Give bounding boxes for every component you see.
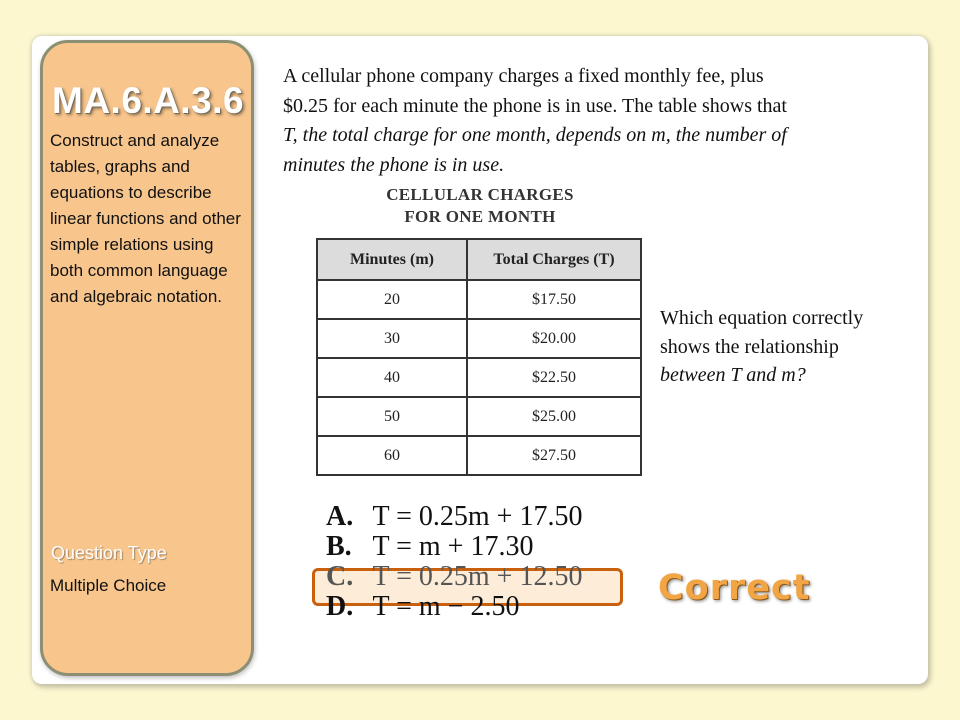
table-row xyxy=(317,436,641,475)
table-row xyxy=(317,397,641,436)
answer-choices xyxy=(326,502,582,622)
choice-b[interactable] xyxy=(326,532,582,562)
cell-minutes: 20 xyxy=(317,280,467,319)
question-line-4: minutes the phone is in use. xyxy=(283,153,505,176)
table-title-line-1: CELLULAR CHARGES xyxy=(386,185,574,204)
choice-c[interactable] xyxy=(326,562,582,592)
table-row xyxy=(317,319,641,358)
cell-minutes: 60 xyxy=(317,436,467,475)
prompt-line-2: shows the relationship xyxy=(660,335,839,358)
prompt-line-3: between T and m? xyxy=(660,364,806,386)
question-type-value: Multiple Choice xyxy=(50,576,167,595)
cell-charge: $20.00 xyxy=(467,319,641,358)
choice-equation: T = m − 2.50 xyxy=(372,591,520,622)
choice-letter: D. xyxy=(326,591,354,622)
table-title-line-2: FOR ONE MONTH xyxy=(404,207,556,226)
header-minutes: Minutes (m) xyxy=(317,239,467,280)
result-feedback: Correct xyxy=(658,568,811,608)
standard-description: Construct and analyze tables, graphs and equations to describe linear functions and other simple relations using both common language and algebraic notation. xyxy=(50,131,241,306)
cell-charge: $27.50 xyxy=(467,436,641,475)
standard-code: MA.6.A.3.6 xyxy=(52,80,245,121)
table-row xyxy=(317,358,641,397)
cell-charge: $25.00 xyxy=(467,397,641,436)
question-line-3: T, the total charge for one month, depends on m, the number of xyxy=(283,124,787,146)
prompt-line-1: Which equation correctly xyxy=(660,307,864,329)
choice-equation: T = 0.25m + 12.50 xyxy=(372,561,583,592)
cell-charge: $22.50 xyxy=(467,358,641,397)
table-title xyxy=(330,184,630,228)
choice-equation: T = 0.25m + 17.50 xyxy=(372,501,583,532)
cell-minutes: 40 xyxy=(317,358,467,397)
choice-letter: A. xyxy=(326,501,354,532)
choice-letter: B. xyxy=(326,531,352,562)
question-line-2: $0.25 for each minute the phone is in use. The table shows that xyxy=(283,94,787,117)
choice-equation: T = m + 17.30 xyxy=(372,531,534,562)
table-row xyxy=(317,280,641,319)
header-total-charges: Total Charges (T) xyxy=(467,239,641,280)
question-text xyxy=(283,62,903,180)
question-type-label: Question Type xyxy=(51,543,167,563)
table-header-row xyxy=(317,239,641,280)
choice-d[interactable] xyxy=(326,592,582,622)
choice-a[interactable] xyxy=(326,502,582,532)
cell-minutes: 50 xyxy=(317,397,467,436)
question-line-1: A cellular phone company charges a fixed monthly fee, plus xyxy=(283,65,764,87)
prompt-text xyxy=(660,304,920,390)
cell-charge: $17.50 xyxy=(467,280,641,319)
choice-letter: C. xyxy=(326,561,354,592)
cell-minutes: 30 xyxy=(317,319,467,358)
charges-table xyxy=(316,238,642,476)
